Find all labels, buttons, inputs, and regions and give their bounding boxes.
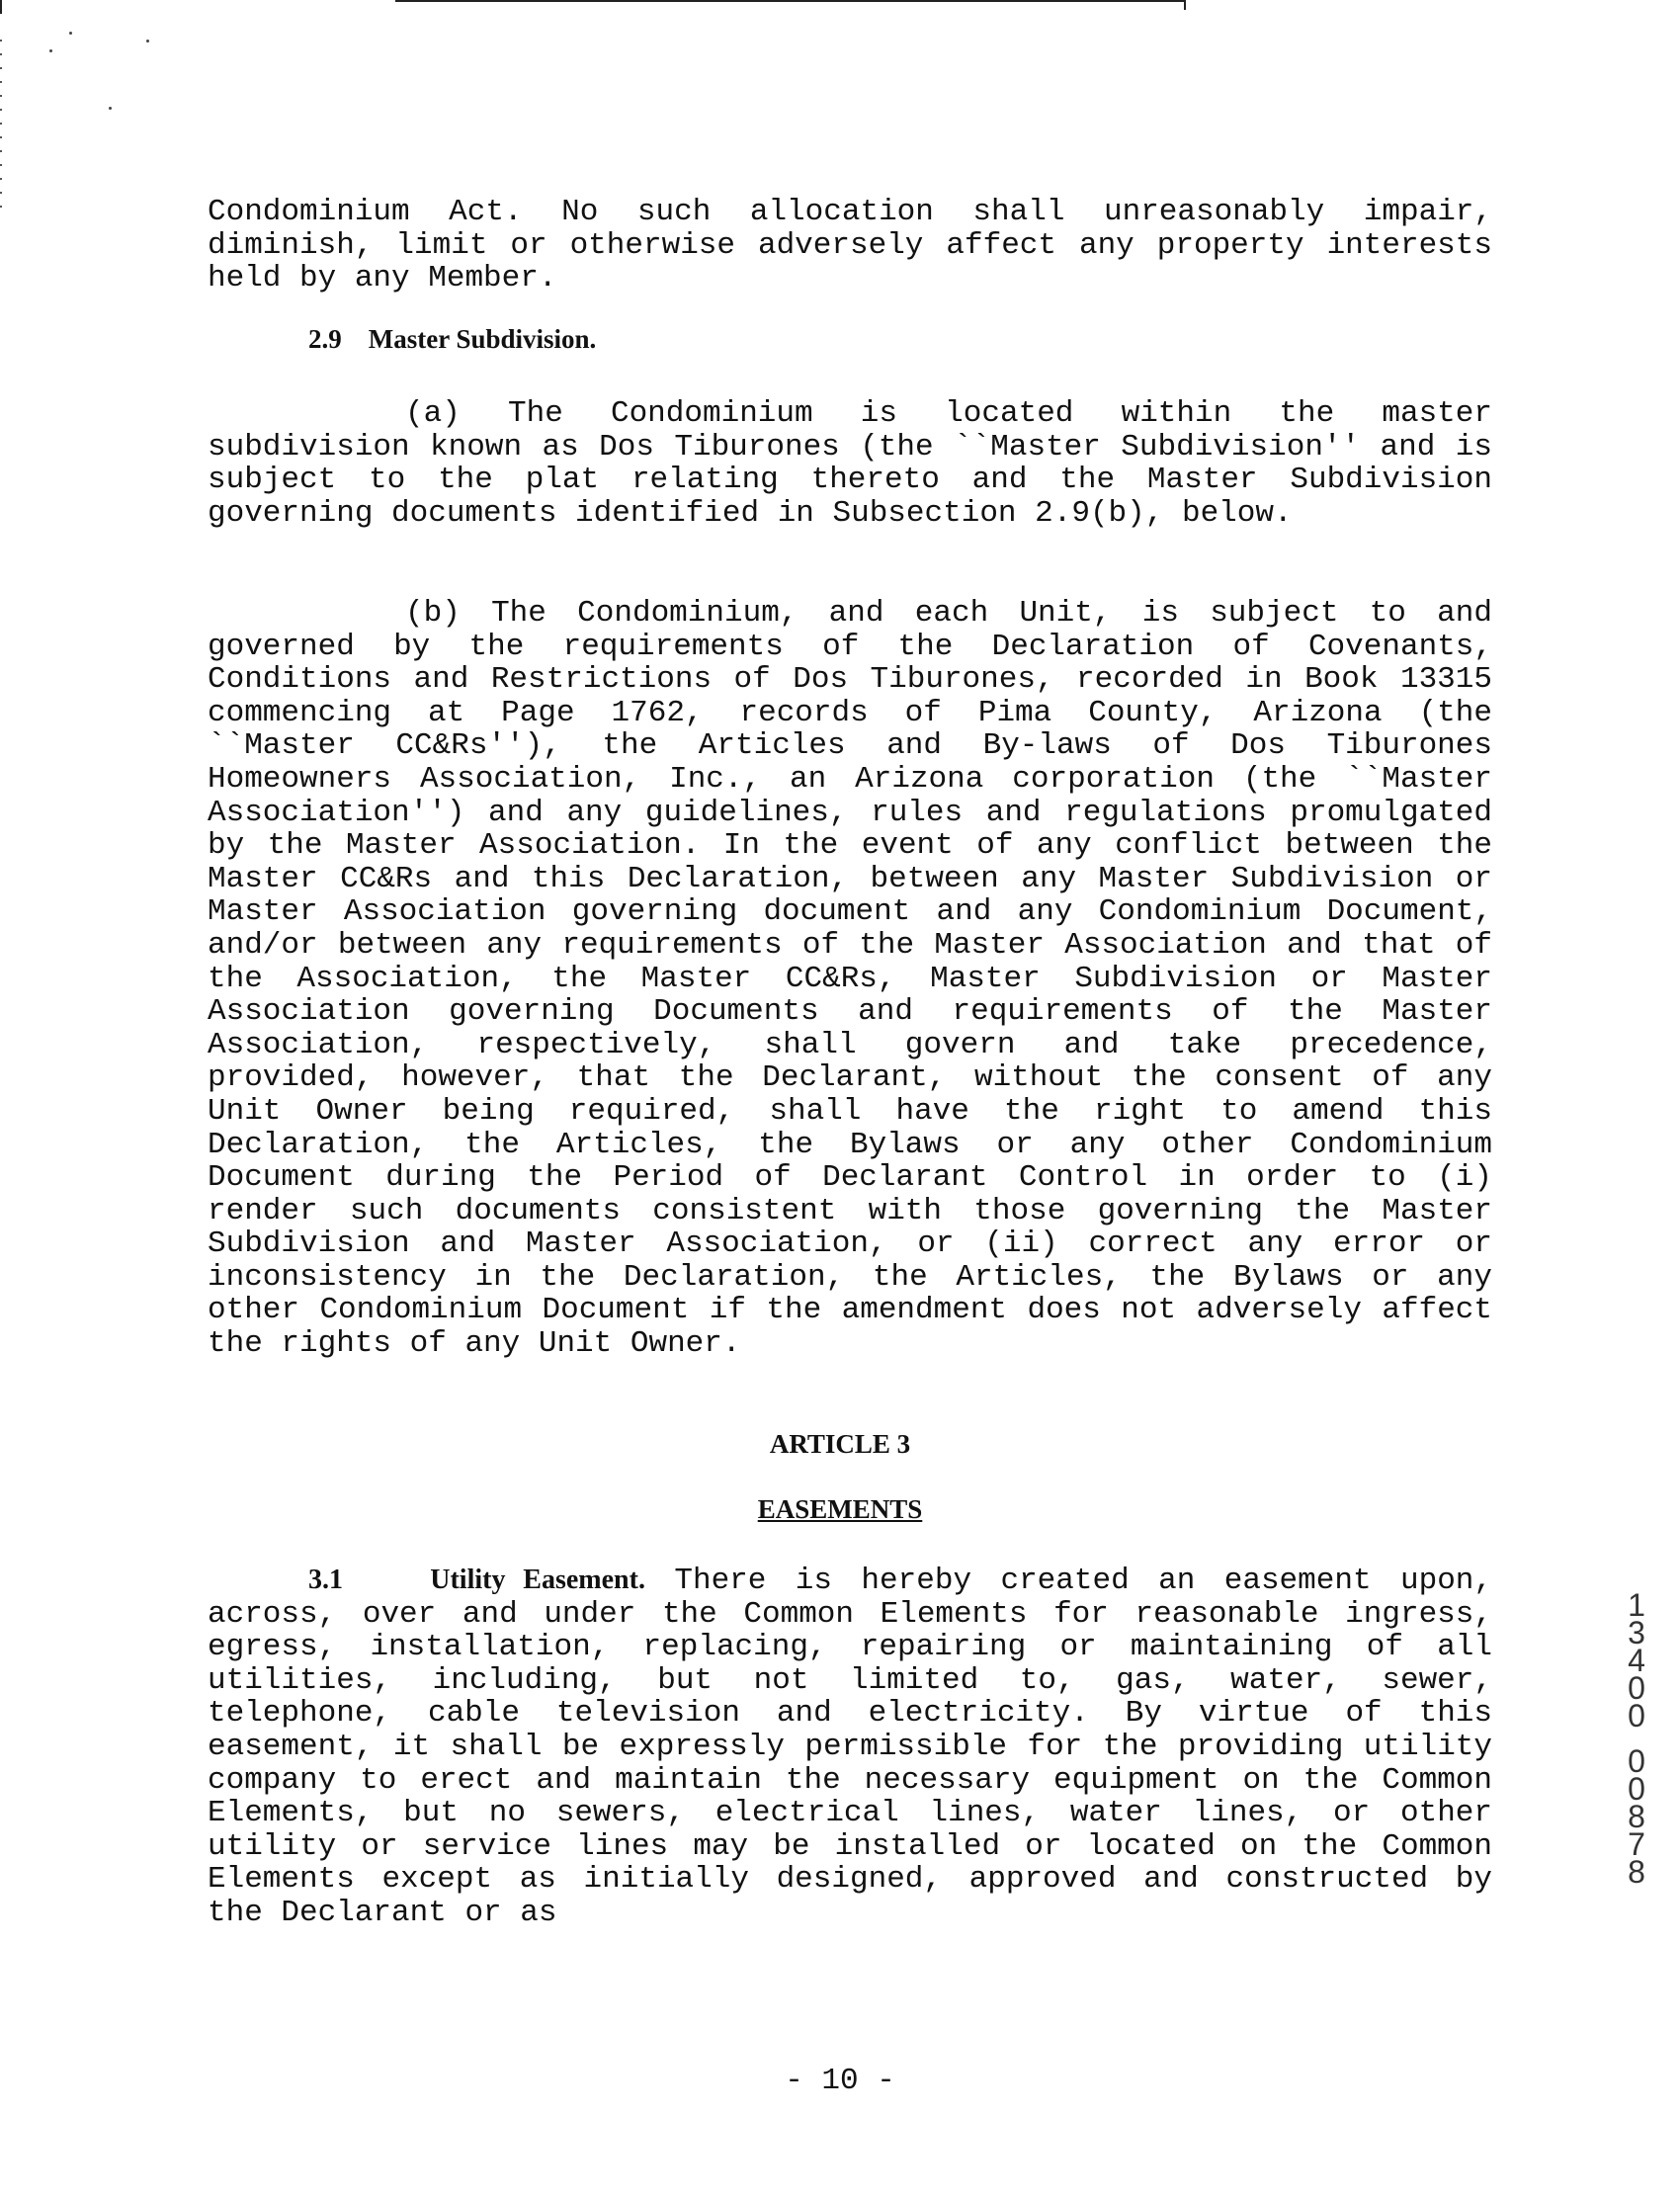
scan-edge-mark: [0, 0, 2, 14]
page-number: - 10 -: [785, 2064, 895, 2098]
section-2-9-heading: [308, 324, 596, 355]
recording-number: [1621, 1587, 1652, 1890]
recording-digit: 4: [1628, 1643, 1645, 1678]
recording-digit: 8: [1628, 1799, 1645, 1834]
recording-digit: 7: [1628, 1826, 1645, 1862]
section-number: 3.1: [308, 1565, 343, 1595]
article-title: EASEMENTS: [757, 1494, 923, 1524]
paragraph-3-1: [208, 1564, 1492, 1930]
recording-digit: 3: [1628, 1615, 1645, 1650]
paragraph-2-9-b: (b) The Condominium, and each Unit, is subject to and governed by the requirements of the Declaration of Covenants, Conditions and Restrictions of Dos Tiburones, recorded in Book 13315 commencing at Page 1762, records of Pima County, Arizona (the ``Master CC&Rs''), the Articles and By-laws of Dos Tiburones Homeowners Association, Inc., an Arizona corporation (the ``Master Association'') and any guidelines, rules and regulations promulgated by the Master Association. In the event of any conflict between the Master CC&Rs and this Declaration, between any Master Subdivision or Master Association governing document and any Condominium Document, and/or between any requirements of the Master Association and that of the Association, the Master CC&Rs, Master Subdivision or Master Association governing Documents and requirements of the Master Association, respectively, shall govern and take precedence, provided, however, that the Declarant, without the consent of any Unit Owner being required, shall have the right to amend this Declaration, the Articles, the Bylaws or any other Condominium Document during the Period of Declarant Control in order to (i) render such documents consistent with those governing the Master Subdivision and Master Association, or (ii) correct any error or inconsistency in the Declaration, the Articles, the Bylaws or any other Condominium Document if the amendment does not adversely affect the rights of any Unit Owner.: [208, 596, 1492, 1362]
section-title: Master Subdivision.: [368, 324, 597, 354]
recording-digit: 0: [1628, 1771, 1645, 1807]
section-number: 2.9: [308, 324, 342, 354]
paragraph-2-9-a: (a) The Condominium is located within the master subdivision known as Dos Tiburones (the ``Master Subdivision'' and is subject to the plat relating thereto and the Master Subdivision governing documents identified in Subsection 2.9(b), below.: [208, 396, 1492, 531]
recording-digit: 8: [1628, 1854, 1645, 1890]
recording-digit: 0: [1628, 1743, 1645, 1779]
scan-speck: [109, 107, 112, 110]
recording-digit: 1: [1628, 1587, 1645, 1623]
intro-paragraph: Condominium Act. No such allocation shall unreasonably impair, diminish, limit or otherwise adversely affect any property interests held by any Member.: [208, 195, 1492, 296]
scan-speck: [69, 32, 72, 35]
scan-top-tick: [1184, 0, 1186, 10]
article-heading: ARTICLE 3: [769, 1429, 911, 1459]
recording-digit: 0: [1628, 1698, 1645, 1734]
scan-top-rule: [395, 0, 1186, 2]
scan-edge-dots: [0, 40, 2, 217]
section-3-1-text: There is hereby created an easement upon, across, over and under the Common Elements for reasonable ingress, egress, installation, replacing, repairing or maintaining of all utilities, including, but not limited to, gas, water, sewer, telephone, cable television and electricity. By virtue of this easement, it shall be expressly permissible for the providing utility company to erect and maintain the necessary equipment on the Common Elements, but no sewers, electrical lines, water lines, or other utility or service lines may be installed or located on the Common Elements except as initially designed, approved and constructed by the Declarant or as: [208, 1564, 1492, 1930]
scan-speck: [49, 49, 52, 52]
scan-speck: [146, 40, 149, 42]
section-title: Utility Easement.: [430, 1565, 645, 1595]
recording-digit: 0: [1628, 1670, 1645, 1706]
